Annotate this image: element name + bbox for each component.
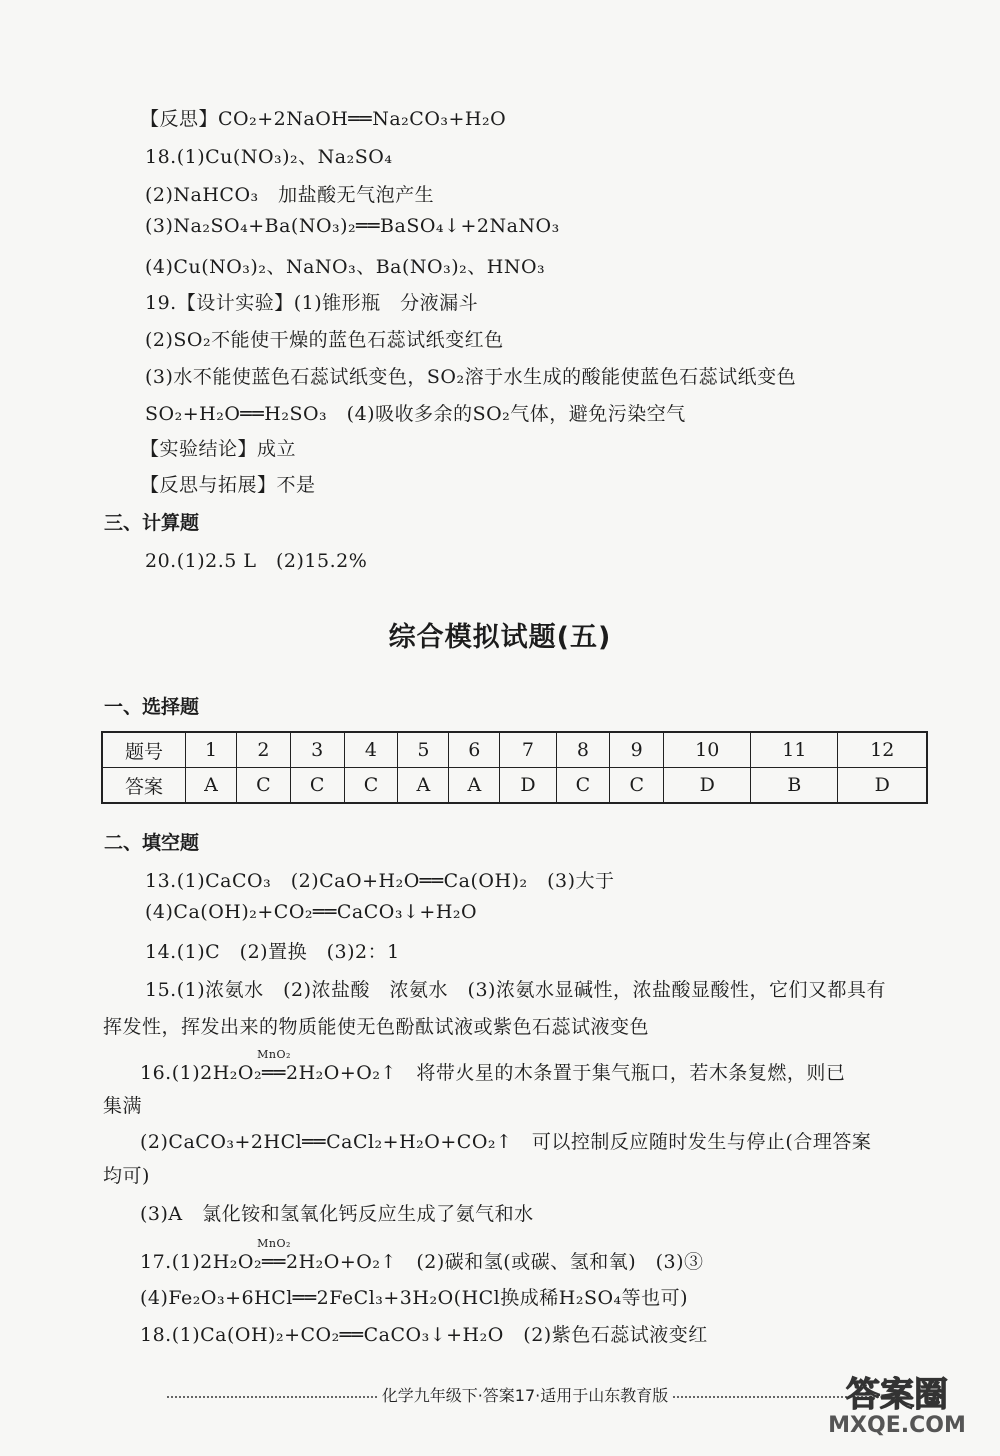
q16-line5: (3)A 氯化铵和氢氧化钙反应生成了氨气和水: [140, 1203, 534, 1225]
table-header-number: 题号: [102, 732, 186, 768]
table-cell-number: 3: [290, 732, 344, 768]
q16-product: 2H₂O+O₂↑ 将带火星的木条置于集气瓶口，若木条复燃，则已: [286, 1062, 846, 1084]
table-cell-number: 10: [664, 732, 751, 768]
q18-part4: (4)Cu(NO₃)₂、NaNO₃、Ba(NO₃)₂、HNO₃: [145, 256, 546, 278]
table-cell-answer: C: [290, 768, 344, 804]
q18-line1: 18.(1)Ca(OH)₂+CO₂══CaCO₃↓+H₂O (2)紫色石蕊试液变红: [140, 1324, 708, 1346]
table-cell-answer: C: [556, 768, 610, 804]
section-calculation-heading: 三、计算题: [104, 512, 200, 534]
table-cell-answer: D: [838, 768, 927, 804]
q17-reactant: 17.(1)2H₂O₂: [140, 1251, 263, 1273]
q17-equals: ══: [262, 1251, 286, 1273]
q19-design: 19.【设计实验】(1)锥形瓶 分液漏斗: [145, 292, 479, 314]
q16-line3: (2)CaCO₃+2HCl══CaCl₂+H₂O+CO₂↑ 可以控制反应随时发生与停止(合理答案: [140, 1131, 872, 1153]
table-cell-number: 6: [449, 732, 500, 768]
q20-answer: 20.(1)2.5 L (2)15.2%: [145, 550, 368, 572]
q16-reactant: 16.(1)2H₂O₂: [140, 1062, 263, 1084]
table-cell-answer: A: [186, 768, 237, 804]
q16-line2: 集满: [103, 1095, 143, 1117]
table-cell-answer: A: [449, 768, 500, 804]
footer-dots-left: [167, 1396, 377, 1398]
table-cell-number: 4: [344, 732, 398, 768]
table-row-numbers: [102, 732, 927, 768]
q19-conclusion: 【实验结论】成立: [140, 438, 297, 460]
table-cell-number: 5: [398, 732, 449, 768]
q19-reflection: 【反思与拓展】不是: [140, 474, 316, 496]
q16-equals: ══: [262, 1062, 286, 1084]
q18-part2: (2)NaHCO₃ 加盐酸无气泡产生: [145, 184, 435, 206]
reflection-line: 【反思】CO₂+2NaOH══Na₂CO₃+H₂O: [140, 108, 507, 130]
q19-part2: (2)SO₂不能使干燥的蓝色石蕊试纸变红色: [145, 329, 504, 351]
table-cell-number: 2: [236, 732, 290, 768]
page-title: 综合模拟试题(五): [388, 622, 612, 653]
q13-part1: 13.(1)CaCO₃ (2)CaO+H₂O══Ca(OH)₂ (3)大于: [145, 870, 615, 892]
q15-line1: 15.(1)浓氨水 (2)浓盐酸 浓氨水 (3)浓氨水显碱性，浓盐酸显酸性，它们又都具有: [145, 979, 886, 1001]
table-cell-number: 11: [751, 732, 838, 768]
table-cell-answer: C: [610, 768, 664, 804]
footer-text: 化学九年级下·答案17·适用于山东教育版: [381, 1386, 669, 1405]
section-fill-heading: 二、填空题: [104, 832, 200, 854]
table-cell-answer: B: [751, 768, 838, 804]
table-cell-number: 12: [838, 732, 927, 768]
q17-catalyst-arrow: [257, 1237, 291, 1273]
table-cell-answer: C: [344, 768, 398, 804]
answer-table: [101, 731, 928, 804]
watermark-logo: [822, 1368, 972, 1438]
q16-line1: [140, 1048, 846, 1085]
q18-part3: (3)Na₂SO₄+Ba(NO₃)₂══BaSO₄↓+2NaNO₃: [145, 215, 560, 237]
table-cell-number: 7: [500, 732, 556, 768]
watermark-top: 答案圈: [846, 1375, 948, 1415]
q19-part3: (3)水不能使蓝色石蕊试纸变色，SO₂溶于水生成的酸能使蓝色石蕊试纸变色: [145, 366, 797, 388]
q13-part2: (4)Ca(OH)₂+CO₂══CaCO₃↓+H₂O: [145, 901, 478, 923]
q16-catalyst: MnO₂: [257, 1048, 291, 1061]
table-cell-answer: D: [664, 768, 751, 804]
q17-product: 2H₂O+O₂↑ (2)碳和氢(或碳、氢和氧) (3)③: [286, 1251, 704, 1273]
table-cell-number: 9: [610, 732, 664, 768]
q14-answer: 14.(1)C (2)置换 (3)2：1: [145, 941, 400, 963]
q17-catalyst: MnO₂: [257, 1237, 291, 1250]
table-cell-answer: D: [500, 768, 556, 804]
q17-line1: [140, 1237, 704, 1274]
table-cell-answer: A: [398, 768, 449, 804]
table-header-answer: 答案: [102, 768, 186, 804]
q16-catalyst-arrow: [257, 1048, 291, 1084]
table-cell-answer: C: [236, 768, 290, 804]
table-row-answers: [102, 768, 927, 804]
table-cell-number: 8: [556, 732, 610, 768]
q15-line2: 挥发性，挥发出来的物质能使无色酚酞试液或紫色石蕊试液变色: [103, 1016, 650, 1038]
q16-line4: 均可): [103, 1165, 150, 1187]
q18-part1: 18.(1)Cu(NO₃)₂、Na₂SO₄: [145, 146, 393, 168]
watermark-bottom: MXQE.COM: [828, 1413, 966, 1438]
section-choice-heading: 一、选择题: [104, 696, 200, 718]
q17-line2: (4)Fe₂O₃+6HCl══2FeCl₃+3H₂O(HCl换成稀H₂SO₄等也可): [140, 1287, 689, 1309]
watermark-icon: [822, 1368, 972, 1438]
q19-part4: SO₂+H₂O══H₂SO₃ (4)吸收多余的SO₂气体，避免污染空气: [145, 403, 686, 425]
table-cell-number: 1: [186, 732, 237, 768]
